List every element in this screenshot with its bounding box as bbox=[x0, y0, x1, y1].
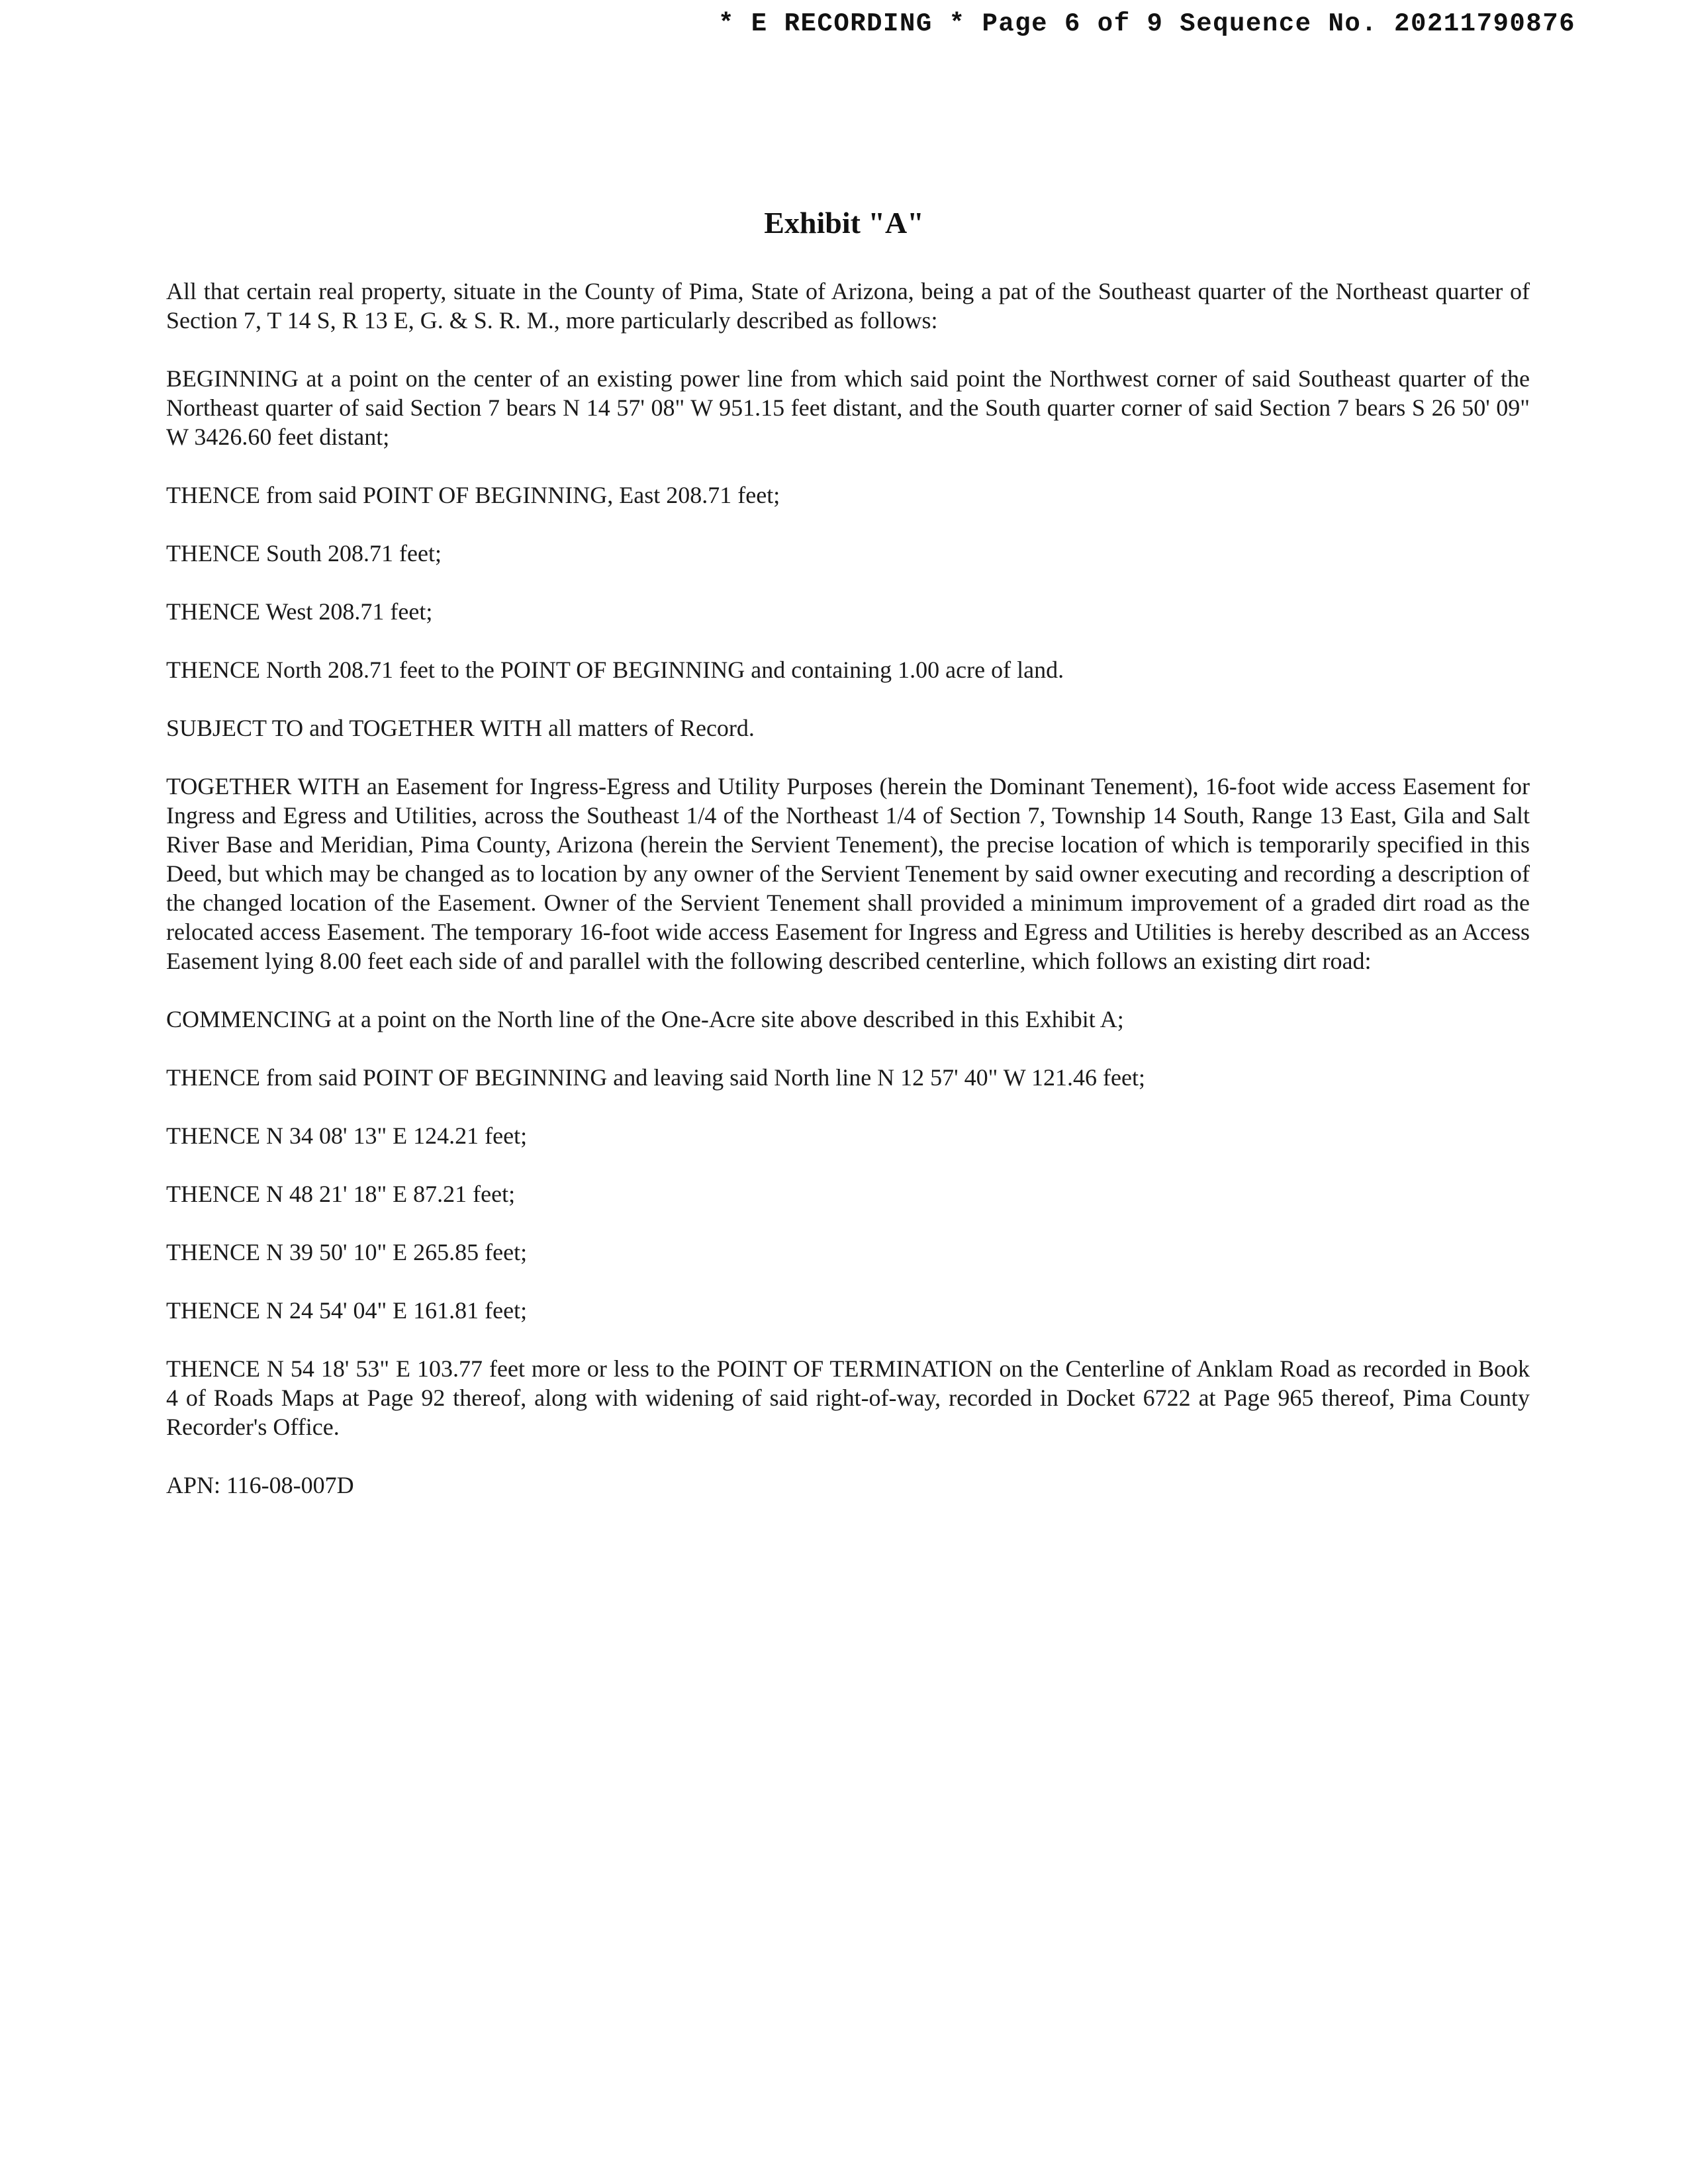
beginning-point-paragraph: BEGINNING at a point on the center of an existing power line from which said point the Northwest corner of said Southeast quarter of the Northeast quarter of said Section 7 bears N 14 57' 08" W 951.15 feet distant, and the South quarter corner of said Section 7 bears S 26 50' 09" W 3426.60 feet distant; bbox=[166, 365, 1530, 450]
exhibit-title: Exhibit "A" bbox=[764, 206, 924, 240]
centerline-course-1: THENCE from said POINT OF BEGINNING and leaving said North line N 12 57' 40" W 121.46 feet; bbox=[166, 1064, 1145, 1091]
subject-to-paragraph: SUBJECT TO and TOGETHER WITH all matters of Record. bbox=[166, 715, 755, 741]
centerline-course-5: THENCE N 24 54' 04" E 161.81 feet; bbox=[166, 1297, 528, 1324]
termination-paragraph: THENCE N 54 18' 53" E 103.77 feet more or less to the POINT OF TERMINATION on the Centerline of Anklam Road as recorded in Book 4 of Roads Maps at Page 92 thereof, along with widening of said right-of-way, recorded in Docket 6722 at Page 965 thereof, Pima County Recorder's Office. bbox=[166, 1355, 1530, 1440]
course-east-paragraph: THENCE from said POINT OF BEGINNING, East 208.71 feet; bbox=[166, 482, 780, 508]
centerline-course-3: THENCE N 48 21' 18" E 87.21 feet; bbox=[166, 1181, 516, 1207]
legal-description bbox=[166, 277, 1530, 1529]
course-north-paragraph: THENCE North 208.71 feet to the POINT OF BEGINNING and containing 1.00 acre of land. bbox=[166, 657, 1064, 683]
recording-header: * E RECORDING * Page 6 of 9 Sequence No. 20211790876 bbox=[718, 9, 1575, 38]
property-description-paragraph: All that certain real property, situate in the County of Pima, State of Arizona, being a pat of the Southeast quarter of the Northeast quarter of Section 7, T 14 S, R 13 E, G. & S. R. M., more particularly described as follows: bbox=[166, 278, 1530, 334]
course-south-paragraph: THENCE South 208.71 feet; bbox=[166, 540, 442, 567]
course-west-paragraph: THENCE West 208.71 feet; bbox=[166, 598, 433, 625]
easement-paragraph: TOGETHER WITH an Easement for Ingress-Egress and Utility Purposes (herein the Dominant Tenement), 16-foot wide access Easement for Ingress and Egress and Utilities, across the Southeast 1/4 of the Northeast 1/4 of Section 7, Township 14 South, Range 13 East, Gila and Salt River Base and Meridian, Pima County, Arizona (herein the Servient Tenement), the precise location of which is temporarily specified in this Deed, but which may be changed as to location by any owner of the Servient Tenement by said owner executing and recording a description of the changed location of the Easement. Owner of the Servient Tenement shall provided a minimum improvement of a graded dirt road as the relocated access Easement. The temporary 16-foot wide access Easement for Ingress and Egress and Utilities is hereby described as an Access Easement lying 8.00 feet each side of and parallel with the following described centerline, which follows an existing dirt road: bbox=[166, 773, 1530, 974]
centerline-course-2: THENCE N 34 08' 13" E 124.21 feet; bbox=[166, 1122, 528, 1149]
centerline-course-4: THENCE N 39 50' 10" E 265.85 feet; bbox=[166, 1239, 528, 1265]
commencing-paragraph: COMMENCING at a point on the North line of the One-Acre site above described in this Exhibit A; bbox=[166, 1006, 1124, 1032]
apn-number: APN: 116-08-007D bbox=[166, 1472, 354, 1498]
